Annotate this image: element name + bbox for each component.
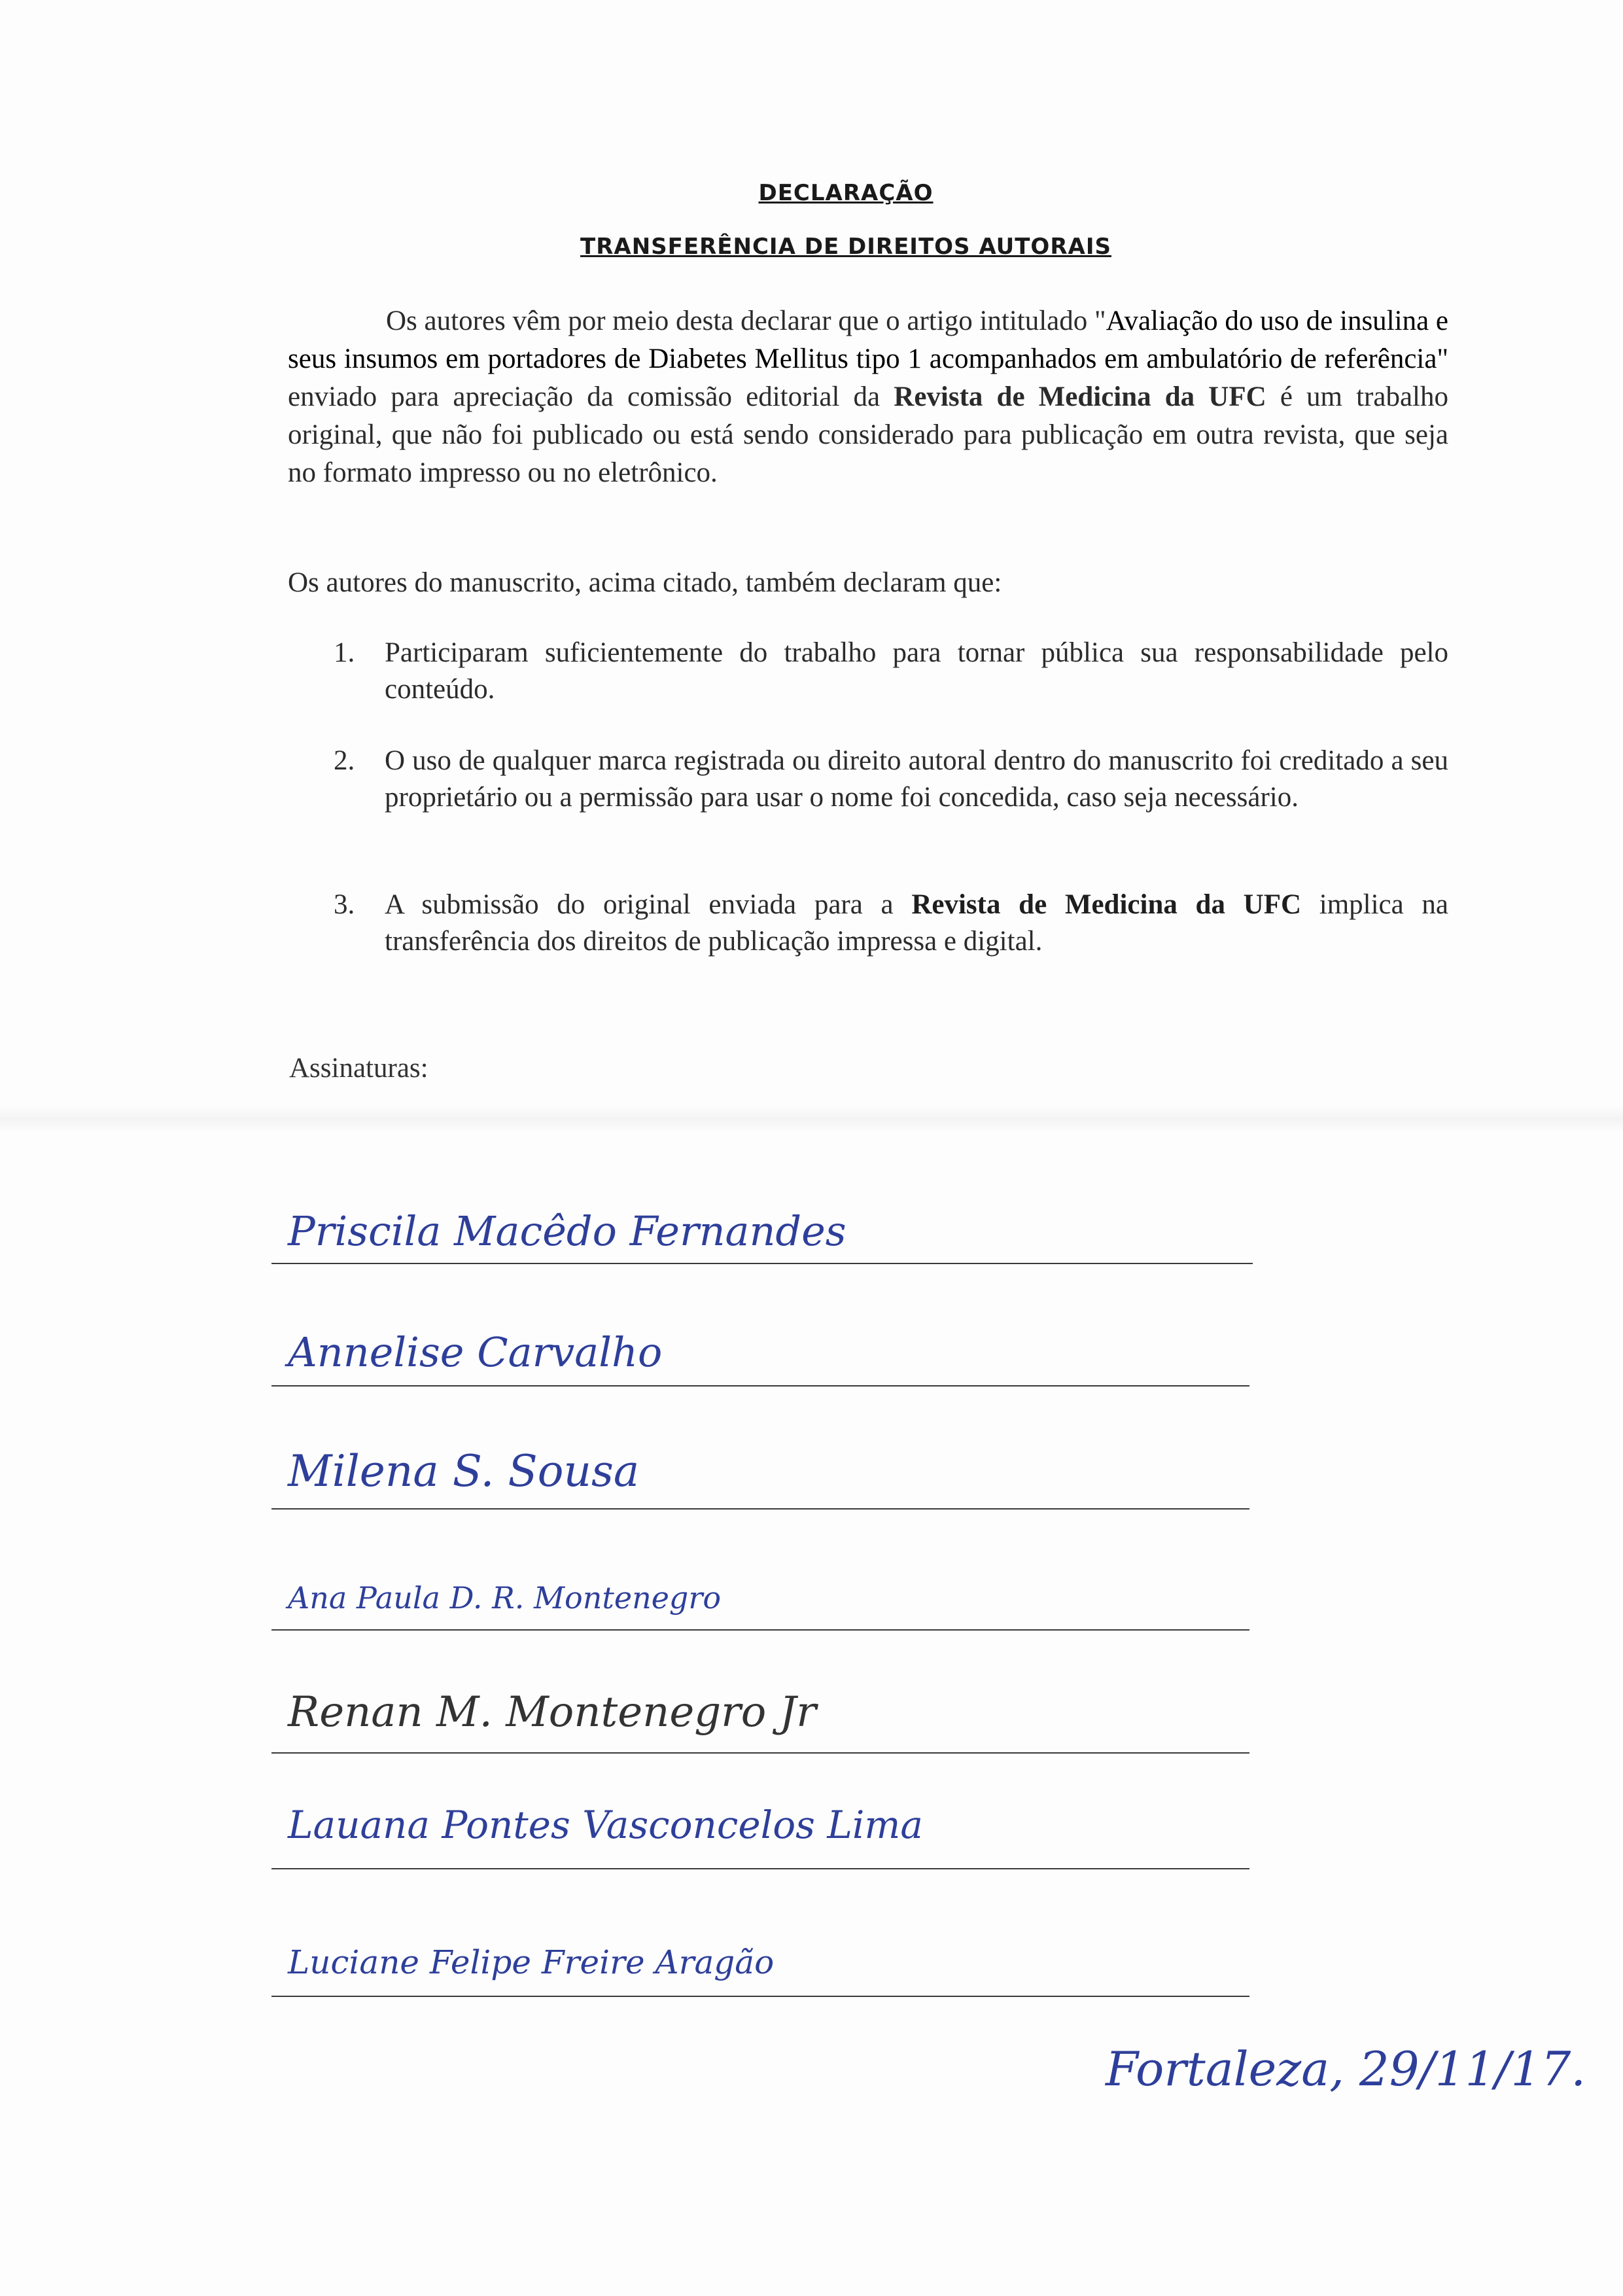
list-item-number: 3. <box>334 889 355 920</box>
journal-name: Revista de Medicina da UFC <box>894 381 1266 412</box>
intro-part2: enviado para apreciação da comissão editorial da <box>288 381 894 412</box>
intro-paragraph <box>288 302 1448 492</box>
document-subheading: TRANSFERÊNCIA DE DIREITOS AUTORAIS <box>580 234 1111 260</box>
signature-line <box>271 1996 1249 1997</box>
signature-line <box>271 1868 1249 1869</box>
signatures-label: Assinaturas: <box>289 1053 428 1084</box>
signature-7: Luciane Felipe Freire Aragão <box>288 1943 775 1981</box>
signature-line <box>271 1508 1249 1510</box>
signature-1: Priscila Macêdo Fernandes <box>288 1207 846 1255</box>
lead-paragraph: Os autores do manuscrito, acima citado, também declaram que: <box>288 567 1002 598</box>
signature-line <box>271 1385 1249 1386</box>
signature-4: Ana Paula D. R. Montenegro <box>288 1580 722 1616</box>
list-item-text: O uso de qualquer marca registrada ou direito autoral dentro do manuscrito foi creditado a seu proprietário ou a permissão para usar o nome foi concedida, caso seja necessário. <box>385 745 1448 813</box>
intro-part1: Os autores vêm por meio desta declarar que o artigo intitulado " <box>386 306 1106 336</box>
list-item-number: 2. <box>334 745 355 776</box>
signature-line <box>271 1263 1253 1264</box>
journal-name: Revista de Medicina da UFC <box>911 889 1302 920</box>
list-item-text: Participaram suficientemente do trabalho para tornar pública sua responsabilidade pelo conteúdo. <box>385 637 1448 705</box>
signature-line <box>271 1629 1249 1631</box>
signature-3: Milena S. Sousa <box>288 1446 640 1496</box>
place-and-date: Fortaleza, 29/11/17. <box>1106 2041 1586 2096</box>
intro-part3: é um trabalho original, que não foi publicado ou está sendo considerado para publicação em outra revista, que seja no formato impresso ou no eletrônico. <box>288 381 1448 488</box>
list-item-text <box>385 887 1448 960</box>
signature-5: Renan M. Montenegro Jr <box>288 1688 816 1737</box>
list-item-number: 1. <box>334 637 355 668</box>
signature-6: Lauana Pontes Vasconcelos Lima <box>288 1803 923 1847</box>
signature-line <box>271 1752 1249 1754</box>
list-item-text-before: A submissão do original enviada para a <box>385 889 912 920</box>
list-item-text-after: implica na transferência dos direitos de publicação impressa e digital. <box>385 889 1449 957</box>
article-title: Avaliação do uso de insulina e seus insumos em portadores de Diabetes Mellitus tipo 1 acompanhados em ambulatório de referência" <box>288 306 1448 374</box>
document-heading: DECLARAÇÃO <box>758 180 934 206</box>
scan-fold-shadow <box>0 1106 1623 1132</box>
signature-2: Annelise Carvalho <box>288 1328 663 1376</box>
